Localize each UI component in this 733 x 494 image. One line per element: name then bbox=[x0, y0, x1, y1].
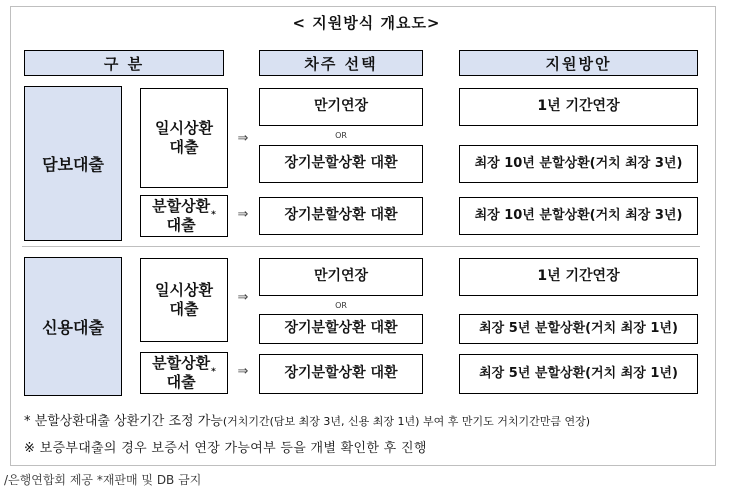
header-category: 구 분 bbox=[24, 50, 224, 76]
choice-long-term-refinance: 장기분할상환 대환 bbox=[259, 354, 423, 394]
category-mortgage: 담보대출 bbox=[24, 86, 122, 241]
choice-long-term-refinance: 장기분할상환 대환 bbox=[259, 314, 423, 344]
loan-type-installment-label: 분할상환 대출 bbox=[152, 197, 211, 234]
support-5yr-installment: 최장 5년 분할상환(거치 최장 1년) bbox=[459, 354, 698, 394]
loan-type-lump-sum: 일시상환 대출 bbox=[140, 258, 228, 342]
loan-type-installment bbox=[140, 195, 228, 237]
arrow-icon: ⇒ bbox=[237, 131, 249, 146]
choice-maturity-extension: 만기연장 bbox=[259, 258, 423, 296]
arrow-icon: ⇒ bbox=[237, 207, 249, 222]
footnote-detail: (거치기간(담보 최장 3년, 신용 최장 1년) 부여 후 만기도 거치기간만큼 연장) bbox=[222, 415, 590, 428]
footnote-guarantee: ※ 보증부대출의 경우 보증서 연장 가능여부 등을 개별 확인한 후 진행 bbox=[24, 441, 427, 456]
footnote-star: * bbox=[211, 367, 216, 378]
support-one-year-extension: 1년 기간연장 bbox=[459, 88, 698, 126]
section-divider bbox=[22, 246, 700, 247]
support-one-year-extension: 1년 기간연장 bbox=[459, 258, 698, 296]
choice-maturity-extension: 만기연장 bbox=[259, 88, 423, 126]
footnote-main: * 분할상환대출 상환기간 조정 가능 bbox=[24, 414, 223, 429]
footnote-star: * bbox=[211, 210, 216, 221]
source-credit: /은행연합회 제공 *재판매 및 DB 금지 bbox=[4, 473, 202, 487]
support-10yr-installment: 최장 10년 분할상환(거치 최장 3년) bbox=[459, 145, 698, 183]
or-label: OR bbox=[335, 131, 347, 140]
choice-long-term-refinance: 장기분할상환 대환 bbox=[259, 145, 423, 183]
support-10yr-installment: 최장 10년 분할상환(거치 최장 3년) bbox=[459, 197, 698, 235]
support-5yr-installment: 최장 5년 분할상환(거치 최장 1년) bbox=[459, 314, 698, 344]
loan-type-installment bbox=[140, 352, 228, 394]
header-support: 지원방안 bbox=[459, 50, 698, 76]
arrow-icon: ⇒ bbox=[237, 364, 249, 379]
diagram-title: < 지원방식 개요도> bbox=[292, 14, 441, 32]
header-borrower-choice: 차주 선택 bbox=[259, 50, 423, 76]
loan-type-lump-sum: 일시상환 대출 bbox=[140, 88, 228, 188]
loan-type-installment-label: 분할상환 대출 bbox=[152, 354, 211, 391]
choice-long-term-refinance: 장기분할상환 대환 bbox=[259, 197, 423, 235]
footnote-adjustment bbox=[24, 410, 590, 429]
arrow-icon: ⇒ bbox=[237, 290, 249, 305]
category-credit: 신용대출 bbox=[24, 257, 122, 396]
or-label: OR bbox=[335, 301, 347, 310]
